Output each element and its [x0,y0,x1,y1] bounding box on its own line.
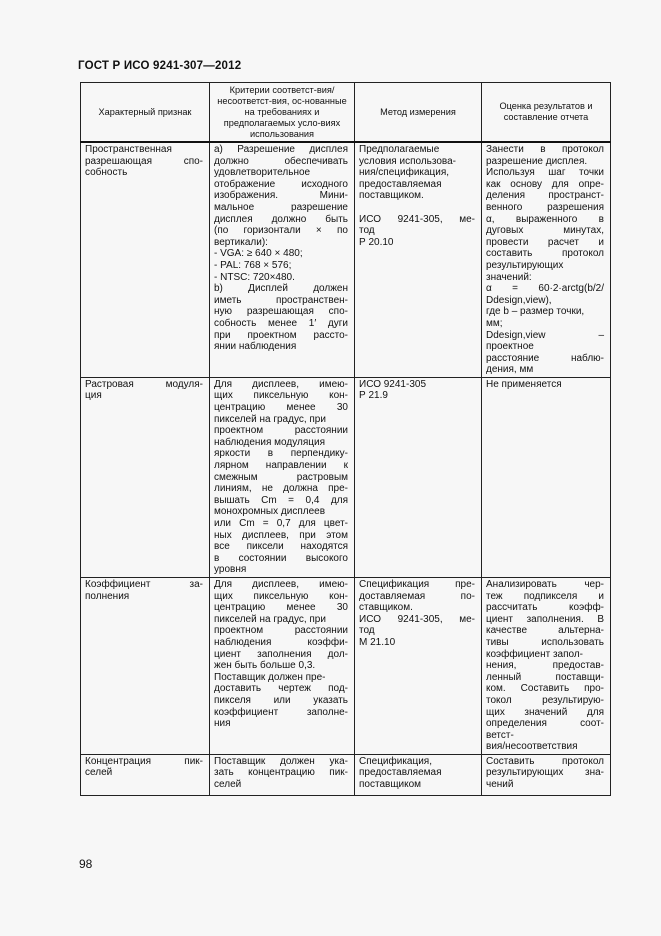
cell-line: центрацию менее 30 [214,602,348,614]
document-title: ГОСТ Р ИСО 9241-307—2012 [78,60,242,72]
cell-line: наблюдения коэффи- [214,636,348,648]
cell-criteria [210,577,355,754]
cell-line: дуговых минутах, [486,225,604,237]
cell-line: Концентрация пик- [85,755,203,767]
cell-line: ИСО 9241-305, ме- [359,213,475,225]
cell-line: а) Разрешение дисплея [214,144,348,155]
cell-line: селей [85,767,113,779]
cell-line: все пиксели находятся [214,541,348,553]
cell-line: лярном направлении к [214,460,348,472]
table-row [81,377,611,577]
cell-line: значений: [486,271,532,283]
cell-line: расстояние наблю- [486,352,604,364]
cell-line: как основу для опре- [486,178,604,190]
cell-line: результирующих [486,259,564,271]
cell-line: Растровая модуля- [85,378,203,390]
cell-line: Используя шаг точки [486,167,604,179]
cell-line: смежным растровым [214,471,348,483]
cell-line: Ddesign,view), [486,294,552,306]
cell-line: коэффициент заполне- [214,706,348,718]
cell-line: определения соот- [486,718,604,730]
cell-method [355,377,482,577]
cell-line: Не применяется [486,378,562,390]
cell-line: нения, предостав- [486,660,604,672]
cell-line: ных дисплеев, при этом [214,529,348,541]
cell-line: жен быть больше 0,3. [214,660,316,672]
cell-line: полнения [85,590,130,602]
cell-line: Поставщик должен пре- [214,671,326,683]
cell-line: Поставщик должен ука- [214,755,348,767]
cell-line: чений [486,779,514,791]
cell-line: предоставляемая [359,767,442,779]
cell-line: дисплея должно быть [214,213,348,225]
cell-line: иметь пространствен- [214,294,348,306]
cell-line: мм; [486,317,503,329]
cell-line: М 21.10 [359,636,396,648]
cell-line: - PAL: 768 × 576; [214,259,292,271]
cell-line: Составить протокол [486,755,604,767]
cell-line: рассчитать коэфф- [486,602,604,614]
cell-line: Ddesign,view – проектное [486,329,604,353]
cell-line: Р 21.9 [359,390,388,402]
cell-line: наблюдения модуляция [214,436,325,448]
cell-line: коэффициент запол- [486,648,584,660]
cell-line: ную разрешающая спо- [214,306,348,318]
cell-line: Пространственная [85,144,172,155]
cell-evaluation [482,142,611,377]
column-header-feature: Характерный признак [81,83,210,143]
cell-line: мальное разрешение [214,201,348,213]
cell-feature [81,142,210,377]
cell-line: разрешающая спо- [85,155,203,167]
cell-feature [81,577,210,754]
cell-method [355,754,482,795]
cell-feature [81,754,210,795]
cell-feature [81,377,210,577]
cell-line: (по горизонтали × по [214,225,348,237]
cell-line: в состоянии высокого [214,552,348,564]
cell-line: монохромных дисплеев [214,506,326,518]
cell-criteria [210,754,355,795]
cell-line: должно обеспечивать [214,155,348,167]
cell-line: ветст- [486,729,514,741]
cell-line: изображения. Мини- [214,190,348,202]
cell-line: Спецификация, [359,755,432,767]
table-row [81,754,611,795]
cell-line: деления пространст- [486,190,604,202]
cell-line: щих пиксельную кон- [214,390,348,402]
cell-line: или Cm = 0,7 для цвет- [214,518,348,529]
cell-line: где b – размер точки, [486,306,585,318]
cell-method [355,577,482,754]
cell-line: тивы использовать [486,636,604,648]
cell-evaluation [482,754,611,795]
cell-line: провести расчет и [486,236,604,248]
cell-line: селей [214,779,242,791]
cell-line: условия использова- [359,155,457,167]
page-number: 98 [79,857,93,871]
cell-line: Предполагаемые [359,144,440,155]
cell-line: тод [359,225,375,237]
cell-line: вия/несоответствия [486,741,578,753]
cell-line: янии наблюдения [214,341,297,353]
cell-line: проектном расстоянии [214,625,348,637]
cell-line: собность [85,167,128,179]
cell-criteria [210,377,355,577]
cell-line: тод [359,625,375,637]
cell-line: α = 60·2·arctg(b/2/ [486,283,604,295]
cell-line: венного разрешения [486,201,604,213]
cell-line: поставщиком. [359,190,424,202]
cell-line: составить протокол [486,248,604,260]
cell-line: Для дисплеев, имею- [214,378,348,390]
cell-line: Занести в протокол [486,144,604,155]
cell-line: качестве альтерна- [486,625,604,637]
cell-line: ИСО 9241-305, ме- [359,613,475,625]
cell-line: Р 20.10 [359,236,394,248]
cell-line: яркости в перпендику- [214,448,348,460]
cell-line: - NTSC: 720×480. [214,271,295,283]
cell-line: теж подпикселя и [486,590,604,602]
cell-method [355,142,482,377]
cell-line: удовлетворительное [214,167,311,179]
cell-evaluation [482,377,611,577]
cell-line: предоставляемая [359,178,442,190]
cell-line: - VGA: ≥ 640 × 480; [214,248,303,260]
cell-line: собность менее 1′ дуги [214,317,348,329]
table-row [81,142,611,377]
column-header-evaluation: Оценка результатов и составление отчета [482,83,611,143]
cell-line: зать концентрацию пик- [214,767,348,779]
cell-line: результирующих зна- [486,767,604,779]
cell-line: Для дисплеев, имею- [214,578,348,590]
cell-line: линиям, не должна пре- [214,483,348,495]
table-row [81,577,611,754]
column-header-method: Метод измерения [355,83,482,143]
cell-line: уровня [214,564,247,576]
cell-line: пикселя или указать [214,694,348,706]
cell-line: щих значений для [486,706,604,718]
cell-line: проектном расстоянии [214,425,348,437]
cell-line: Коэффициент за- [85,578,203,590]
cell-line-gap [359,202,475,214]
cell-line: ленный поставщи- [486,671,604,683]
column-header-criteria: Критерии соответст-вия/несоответст-вия, ос-нованные на требованиях и предполагаемых усло-виях использования [210,83,355,143]
cell-line: центрацию менее 30 [214,402,348,414]
cell-line: пикселей на градус, при [214,613,326,625]
cell-line: отображение исходного [214,178,348,190]
cell-line: доставляемая по- [359,590,475,602]
cell-line: разрешение дисплея. [486,155,588,167]
cell-line: циент заполнения дол- [214,648,348,660]
cell-line: ния/спецификация, [359,167,450,179]
cell-line: α, выраженного в [486,213,604,225]
cell-line: Анализировать чер- [486,578,604,590]
cell-line: b) Дисплей должен [214,283,348,295]
cell-line: доставить чертеж под- [214,683,348,695]
cell-line: ния [214,718,231,730]
cell-line: вышать Cm = 0,4 для [214,494,348,506]
cell-criteria [210,142,355,377]
cell-line: вертикали): [214,236,268,248]
cell-line: Спецификация пре- [359,578,475,590]
cell-line: щих пиксельную кон- [214,590,348,602]
cell-line: ставщиком. [359,602,413,614]
cell-evaluation [482,577,611,754]
cell-line: ИСО 9241-305 [359,378,427,390]
cell-line: при проектном рассто- [214,329,348,341]
cell-line: токол результирую- [486,694,604,706]
requirements-table [80,82,611,796]
cell-line: ком. Составить про- [486,683,604,695]
cell-line: ция [85,390,102,402]
cell-line: циент заполнения. В [486,613,604,625]
cell-line: дения, мм [486,364,534,376]
cell-line: поставщиком [359,779,422,791]
table-header-row [81,83,611,143]
cell-line: пикселей на градус, при [214,413,326,425]
